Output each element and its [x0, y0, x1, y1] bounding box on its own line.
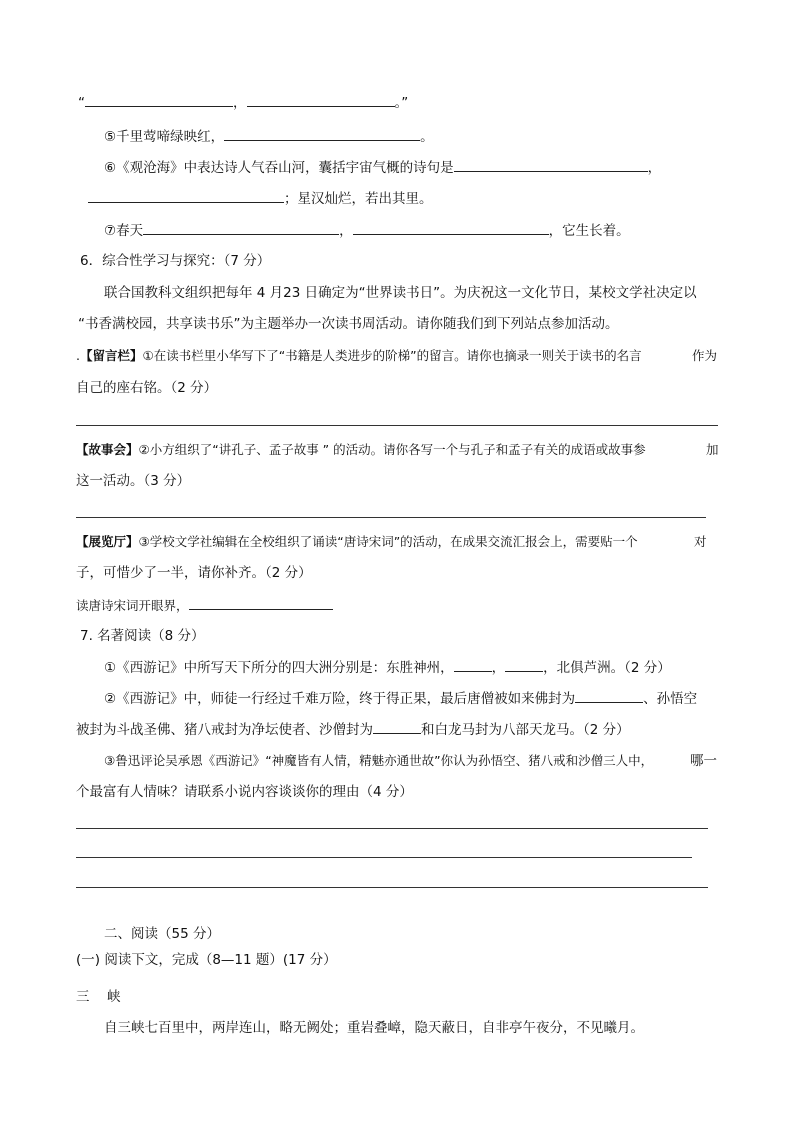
answer-blank[interactable]	[143, 220, 339, 235]
question-text: 和白龙马封为八部天龙马。（2 分）	[421, 722, 630, 738]
answer-blank[interactable]	[575, 688, 643, 703]
q7-part-3-tail: 哪一	[690, 753, 717, 769]
comma: ，	[647, 160, 662, 176]
answer-blank[interactable]	[88, 188, 284, 203]
article-title: 三 峡	[76, 989, 123, 1005]
answer-line[interactable]	[76, 425, 718, 426]
couplet-text: 读唐诗宋词开眼界，	[76, 598, 189, 613]
poem-line-6-cont	[88, 188, 433, 209]
reading-subheading: (一) 阅读下文，完成（8—11 题）(17 分）	[76, 952, 337, 968]
question-text: ②《西游记》中，师徒一行经过千难万险，终于得正果，最后唐僧被如来佛封为	[104, 691, 576, 707]
section-tag: 【故事会】	[76, 442, 139, 457]
q6-part-3-tail: 对	[694, 534, 707, 549]
q6-part-3-line2: 子，可惜少了一半，请你补齐。（2 分）	[76, 565, 312, 581]
quote-close: 。”	[394, 95, 409, 111]
q6-part-2-line2: 这一活动。（3 分）	[76, 473, 191, 489]
answer-line[interactable]	[76, 857, 692, 858]
q6-part-3	[76, 532, 638, 552]
question-text: ，北俱芦洲。（2 分）	[543, 660, 671, 676]
answer-blank[interactable]	[505, 657, 543, 672]
question-text: ③学校文学社编辑在全校组织了诵读“唐诗宋词”的活动，在成果交流汇报会上，需要贴一个	[138, 534, 638, 549]
poem-line-5	[104, 126, 434, 147]
poem-prompt: ⑤千里莺啼绿映红，	[104, 129, 225, 145]
answer-blank[interactable]	[373, 719, 421, 734]
answer-line[interactable]	[76, 887, 708, 888]
poem-line-7	[104, 220, 630, 241]
q6-part-2-tail: 加	[706, 442, 719, 457]
comma: ，	[491, 660, 506, 676]
q7-part-2	[104, 688, 697, 709]
margin-mark: .	[76, 348, 80, 363]
answer-blank[interactable]	[189, 595, 333, 610]
q6-intro-1: 联合国教科文组织把每年 4 月23 日确定为“世界读书日”。为庆祝这一文化节日，某校文学社决定以	[104, 285, 697, 301]
q6-intro-2: “书香满校园，共享读书乐”为主题举办一次读书周活动。请你随我们到下列站点参加活动。	[78, 316, 619, 332]
answer-blank[interactable]	[353, 220, 549, 235]
question-text: ②小方组织了“讲孔子、孟子故事 ” 的活动。请你各写一个与孔子和孟子有关的成语或故事参	[138, 442, 646, 457]
answer-line[interactable]	[76, 828, 708, 829]
q6-part-1-line2: 自己的座右铭。（2 分）	[76, 380, 218, 396]
q6-title: 6．综合性学习与探究：（7 分）	[80, 253, 271, 269]
question-text: ①《西游记》中所写天下所分的四大洲分别是：东胜神州，	[104, 660, 454, 676]
poem-text: ；星汉灿烂，若出其里。	[284, 191, 433, 207]
question-text: 、孙悟空	[643, 691, 698, 707]
answer-line[interactable]	[76, 517, 706, 518]
q7-part-3-line2: 个最富有人情味？请联系小说内容谈谈你的理由（4 分）	[76, 784, 413, 800]
section-tag: 【留言栏】	[79, 348, 143, 363]
poem-line-6	[104, 157, 661, 178]
q6-part-2	[76, 440, 646, 460]
answer-blank[interactable]	[85, 92, 233, 107]
section-heading: 二、阅读（55 分）	[104, 926, 220, 942]
article-paragraph: 自三峡七百里中，两岸连山，略无阙处；重岩叠嶂，隐天蔽日，自非亭午夜分，不见曦月。	[104, 1020, 644, 1036]
answer-blank[interactable]	[454, 157, 648, 172]
section-tag: 【展览厅】	[76, 534, 139, 549]
answer-blank[interactable]	[247, 92, 395, 107]
answer-blank[interactable]	[454, 657, 492, 672]
q6-part-1-tail: 作为	[692, 348, 718, 363]
poem-prompt: ⑦春天	[104, 223, 144, 239]
quote-open: “	[78, 95, 85, 111]
poem-text: ，它生长着。	[548, 223, 630, 239]
question-text: 被封为斗战圣佛、猪八戒封为净坛使者、沙僧封为	[76, 722, 373, 738]
q7-part-2-line2	[76, 719, 630, 740]
comma: ，	[339, 223, 353, 239]
poem-prompt: ⑥《观沧海》中表达诗人气吞山河，囊括宇宙气概的诗句是	[104, 160, 454, 176]
period: 。	[420, 129, 434, 145]
couplet-line	[76, 595, 333, 616]
q7-title: 7. 名著阅读（8 分）	[80, 628, 205, 644]
question-text: ①在读书栏里小华写下了“书籍是人类进步的阶梯”的留言。请你也摘录一则关于读书的名言	[142, 348, 642, 363]
q6-part-1	[76, 346, 642, 366]
poem-line-1	[78, 92, 408, 113]
comma: ，	[233, 95, 247, 111]
q7-part-1	[104, 657, 671, 678]
answer-blank[interactable]	[224, 126, 420, 141]
q7-part-3: ③鲁迅评论吴承恩《西游记》“神魔皆有人情，精魅亦通世故”你认为孙悟空、猪八戒和沙僧三人中，	[104, 753, 654, 768]
